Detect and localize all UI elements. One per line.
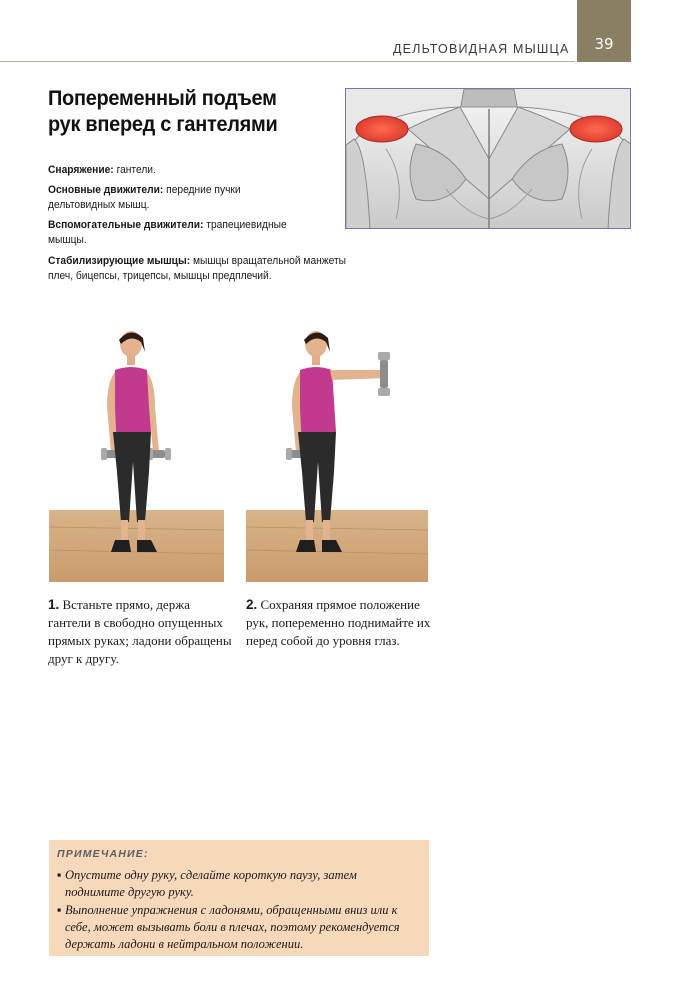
note-item-text: Выполнение упражнения с ладонями, обращенными вниз или к себе, может вызывать боли в плечах, поэтому рекомендуется держать ладони в нейтральном положении. (65, 903, 400, 951)
stabilizers-label: Стабилизирующие мышцы: (48, 255, 191, 267)
step-2-text: Сохраняя прямое положение рук, попеременно поднимайте их перед собой до уровня глаз. (246, 597, 431, 648)
exercise-title (48, 86, 314, 138)
stabilizers-value: мышцы вращательной манжеты плеч, бицепсы, трицепсы, мышцы предплечий. (48, 255, 347, 282)
woman-standing-icon (49, 322, 224, 582)
primary-movers-value: передние пучки дельтовидных мышц. (48, 184, 241, 211)
exercise-photo-start (49, 322, 224, 582)
secondary-movers-value: трапециевидные мышцы. (48, 219, 287, 246)
exercise-title-line1: Попеременный подъем (48, 87, 277, 110)
bullet-icon: ▪ (57, 903, 62, 917)
exercise-photo-raise (246, 322, 428, 582)
equipment-value: гантели. (116, 164, 156, 176)
note-box (49, 840, 429, 956)
note-item (57, 902, 419, 953)
step-2 (246, 596, 431, 650)
anatomy-illustration (345, 88, 631, 229)
secondary-movers-info (48, 218, 308, 248)
step-2-number: 2. (246, 597, 258, 612)
equipment-info (48, 163, 336, 178)
secondary-movers-label: Вспомогательные движители: (48, 219, 204, 231)
stabilizers-info (48, 254, 355, 284)
primary-movers-label: Основные движители: (48, 184, 164, 196)
exercise-title-line2: рук вперед с гантелями (48, 113, 278, 136)
step-1 (48, 596, 233, 668)
back-shoulder-anatomy-icon (346, 89, 631, 229)
step-1-text: Встаньте прямо, держа гантели в свободно опущенных прямых руках; ладони обращены друг к другу. (48, 597, 232, 666)
equipment-label: Снаряжение: (48, 164, 114, 176)
note-item-text: Опустите одну руку, сделайте короткую паузу, затем поднимите другую руку. (65, 868, 357, 899)
page-number: 39 (594, 35, 614, 53)
note-title: ПРИМЕЧАНИЕ: (57, 848, 149, 860)
primary-movers-info (48, 183, 262, 213)
page-number-tab (577, 0, 631, 62)
woman-raising-arm-icon (246, 322, 428, 582)
section-title: ДЕЛЬТОВИДНАЯ МЫШЦА (393, 42, 570, 56)
header-rule (0, 61, 575, 62)
step-1-number: 1. (48, 597, 60, 612)
note-item (57, 867, 419, 901)
bullet-icon: ▪ (57, 868, 62, 882)
